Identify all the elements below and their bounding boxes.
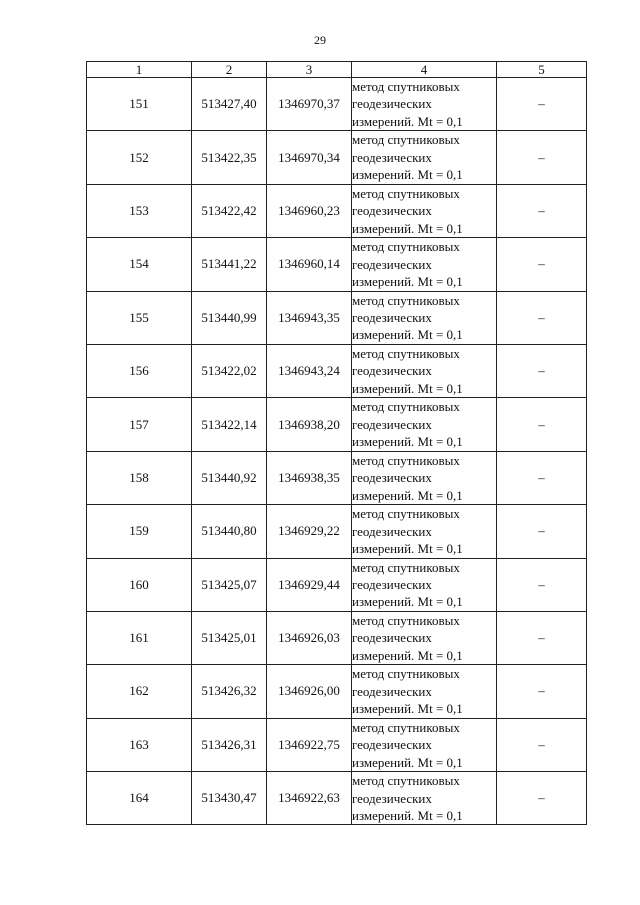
method-cell	[352, 184, 497, 237]
x-coordinate-cell: 513427,40	[192, 78, 267, 131]
method-line: метод спутниковых	[352, 773, 460, 789]
note-cell: –	[497, 558, 587, 611]
note-cell: –	[497, 344, 587, 397]
y-coordinate-cell: 1346960,23	[267, 184, 352, 237]
method-cell	[352, 505, 497, 558]
method-line: метод спутниковых	[352, 452, 460, 468]
method-line: измерений. Mt = 0,1	[352, 541, 463, 557]
y-coordinate-cell: 1346926,00	[267, 665, 352, 718]
point-number-cell: 154	[87, 238, 192, 291]
method-cell	[352, 558, 497, 611]
method-cell	[352, 451, 497, 504]
method-line: метод спутниковых	[352, 239, 460, 255]
x-coordinate-cell: 513425,01	[192, 611, 267, 664]
y-coordinate-cell: 1346960,14	[267, 238, 352, 291]
x-coordinate-cell: 513422,14	[192, 398, 267, 451]
method-cell	[352, 131, 497, 184]
method-line: геодезических	[352, 149, 432, 165]
note-cell: –	[497, 291, 587, 344]
table-row	[87, 505, 587, 558]
method-line: метод спутниковых	[352, 666, 460, 682]
table-body	[87, 78, 587, 825]
x-coordinate-cell: 513422,42	[192, 184, 267, 237]
point-number-cell: 164	[87, 772, 192, 825]
method-line: измерений. Mt = 0,1	[352, 274, 463, 290]
page-number: 29	[314, 33, 326, 47]
point-number-cell: 162	[87, 665, 192, 718]
y-coordinate-cell: 1346926,03	[267, 611, 352, 664]
x-coordinate-cell: 513440,92	[192, 451, 267, 504]
method-line: метод спутниковых	[352, 132, 460, 148]
method-line: геодезических	[352, 737, 432, 753]
note-cell: –	[497, 718, 587, 771]
note-cell: –	[497, 131, 587, 184]
y-coordinate-cell: 1346938,35	[267, 451, 352, 504]
method-line: метод спутниковых	[352, 612, 460, 628]
method-line: метод спутниковых	[352, 79, 460, 95]
table-row	[87, 131, 587, 184]
point-number-cell: 157	[87, 398, 192, 451]
table-header-row	[87, 62, 587, 78]
y-coordinate-cell: 1346929,22	[267, 505, 352, 558]
point-number-cell: 156	[87, 344, 192, 397]
method-line: геодезических	[352, 310, 432, 326]
method-line: метод спутниковых	[352, 346, 460, 362]
method-line: измерений. Mt = 0,1	[352, 380, 463, 396]
method-line: измерений. Mt = 0,1	[352, 327, 463, 343]
note-cell: –	[497, 238, 587, 291]
x-coordinate-cell: 513422,02	[192, 344, 267, 397]
method-line: геодезических	[352, 630, 432, 646]
x-coordinate-cell: 513441,22	[192, 238, 267, 291]
table-row	[87, 344, 587, 397]
point-number-cell: 163	[87, 718, 192, 771]
method-line: измерений. Mt = 0,1	[352, 113, 463, 129]
table-row	[87, 558, 587, 611]
method-line: измерений. Mt = 0,1	[352, 594, 463, 610]
method-cell	[352, 291, 497, 344]
method-cell	[352, 238, 497, 291]
method-cell	[352, 611, 497, 664]
method-line: геодезических	[352, 470, 432, 486]
x-coordinate-cell: 513440,99	[192, 291, 267, 344]
table-row	[87, 78, 587, 131]
method-line: измерений. Mt = 0,1	[352, 167, 463, 183]
table-row	[87, 398, 587, 451]
method-line: измерений. Mt = 0,1	[352, 487, 463, 503]
table-row	[87, 772, 587, 825]
method-line: геодезических	[352, 577, 432, 592]
column-header: 2	[192, 62, 267, 78]
method-line: метод спутниковых	[352, 185, 460, 201]
method-line: геодезических	[352, 683, 432, 699]
x-coordinate-cell: 513426,31	[192, 718, 267, 771]
column-header: 5	[497, 62, 587, 78]
point-number-cell: 155	[87, 291, 192, 344]
method-line: метод спутниковых	[352, 506, 460, 522]
method-cell	[352, 718, 497, 771]
method-line: геодезических	[352, 363, 432, 379]
note-cell: –	[497, 398, 587, 451]
table-row	[87, 184, 587, 237]
y-coordinate-cell: 1346922,63	[267, 772, 352, 825]
point-number-cell: 160	[87, 558, 192, 611]
method-line: измерений. Mt = 0,1	[352, 434, 463, 450]
note-cell: –	[497, 184, 587, 237]
method-line: измерений. Mt = 0,1	[352, 220, 463, 236]
y-coordinate-cell: 1346929,44	[267, 558, 352, 611]
point-number-cell: 153	[87, 184, 192, 237]
method-line: измерений. Mt = 0,1	[352, 701, 463, 717]
method-line: метод спутниковых	[352, 399, 460, 415]
method-cell	[352, 398, 497, 451]
method-line: геодезических	[352, 416, 432, 432]
method-line: геодезических	[352, 790, 432, 806]
note-cell: –	[497, 772, 587, 825]
point-number-cell: 159	[87, 505, 192, 558]
note-cell: –	[497, 665, 587, 718]
point-number-cell: 152	[87, 131, 192, 184]
column-header: 1	[87, 62, 192, 78]
point-number-cell: 158	[87, 451, 192, 504]
point-number-cell: 161	[87, 611, 192, 664]
method-cell	[352, 772, 497, 825]
table-row	[87, 718, 587, 771]
table-row	[87, 238, 587, 291]
method-line: измерений. Mt = 0,1	[352, 807, 463, 823]
method-line: геодезических	[352, 256, 432, 272]
y-coordinate-cell: 1346922,75	[267, 718, 352, 771]
method-line: геодезических	[352, 203, 432, 219]
method-line: метод спутниковых	[352, 292, 460, 308]
method-line: измерений. Mt = 0,1	[352, 647, 463, 663]
method-cell	[352, 665, 497, 718]
method-line: измерений. Mt = 0,1	[352, 754, 463, 770]
method-cell	[352, 344, 497, 397]
table-row	[87, 451, 587, 504]
table-row	[87, 611, 587, 664]
method-line: геодезических	[352, 523, 432, 539]
x-coordinate-cell: 513430,47	[192, 772, 267, 825]
method-line: геодезических	[352, 96, 432, 112]
method-line: метод спутниковых	[352, 559, 460, 575]
y-coordinate-cell: 1346970,34	[267, 131, 352, 184]
x-coordinate-cell: 513422,35	[192, 131, 267, 184]
point-number-cell: 151	[87, 78, 192, 131]
y-coordinate-cell: 1346970,37	[267, 78, 352, 131]
note-cell: –	[497, 451, 587, 504]
x-coordinate-cell: 513425,07	[192, 558, 267, 611]
column-header: 3	[267, 62, 352, 78]
table-row	[87, 665, 587, 718]
x-coordinate-cell: 513440,80	[192, 505, 267, 558]
column-header: 4	[352, 62, 497, 78]
y-coordinate-cell: 1346943,24	[267, 344, 352, 397]
note-cell: –	[497, 611, 587, 664]
table-row	[87, 291, 587, 344]
note-cell: –	[497, 78, 587, 131]
coordinates-table	[86, 61, 587, 825]
x-coordinate-cell: 513426,32	[192, 665, 267, 718]
method-line: метод спутниковых	[352, 719, 460, 735]
y-coordinate-cell: 1346938,20	[267, 398, 352, 451]
note-cell: –	[497, 505, 587, 558]
method-cell	[352, 78, 497, 131]
y-coordinate-cell: 1346943,35	[267, 291, 352, 344]
